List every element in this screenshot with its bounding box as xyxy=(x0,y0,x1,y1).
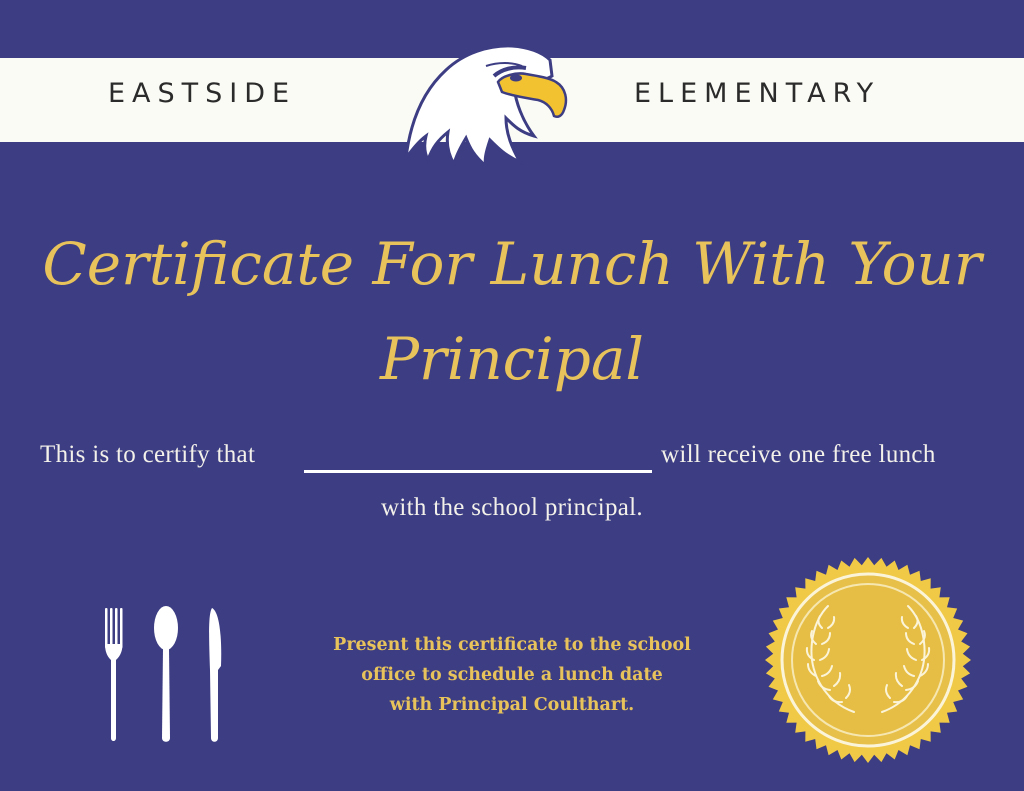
instructions-line3: with Principal Coulthart. xyxy=(389,695,635,715)
recipient-name-line xyxy=(304,470,652,473)
certify-prefix-text: This is to certify that xyxy=(40,441,256,468)
instructions-text xyxy=(300,630,724,720)
banner-right-word: ELEMENTARY xyxy=(634,78,881,109)
certificate-title-line1: Certificate For Lunch With Your xyxy=(42,230,982,298)
knife-icon xyxy=(209,608,221,742)
gold-seal-icon xyxy=(764,556,972,764)
fork-icon xyxy=(105,608,123,741)
certify-suffix-text: will receive one free lunch xyxy=(661,441,936,468)
cutlery-icons xyxy=(100,600,230,750)
banner-left-word: EASTSIDE xyxy=(108,78,297,109)
instructions-line1: Present this certificate to the school xyxy=(333,635,691,655)
certificate-title-line2: Principal xyxy=(380,325,644,393)
spoon-icon xyxy=(154,606,178,742)
eagle-head-icon xyxy=(394,36,574,166)
instructions-line2: office to schedule a lunch date xyxy=(361,665,663,685)
certify-line2-text: with the school principal. xyxy=(381,494,643,521)
